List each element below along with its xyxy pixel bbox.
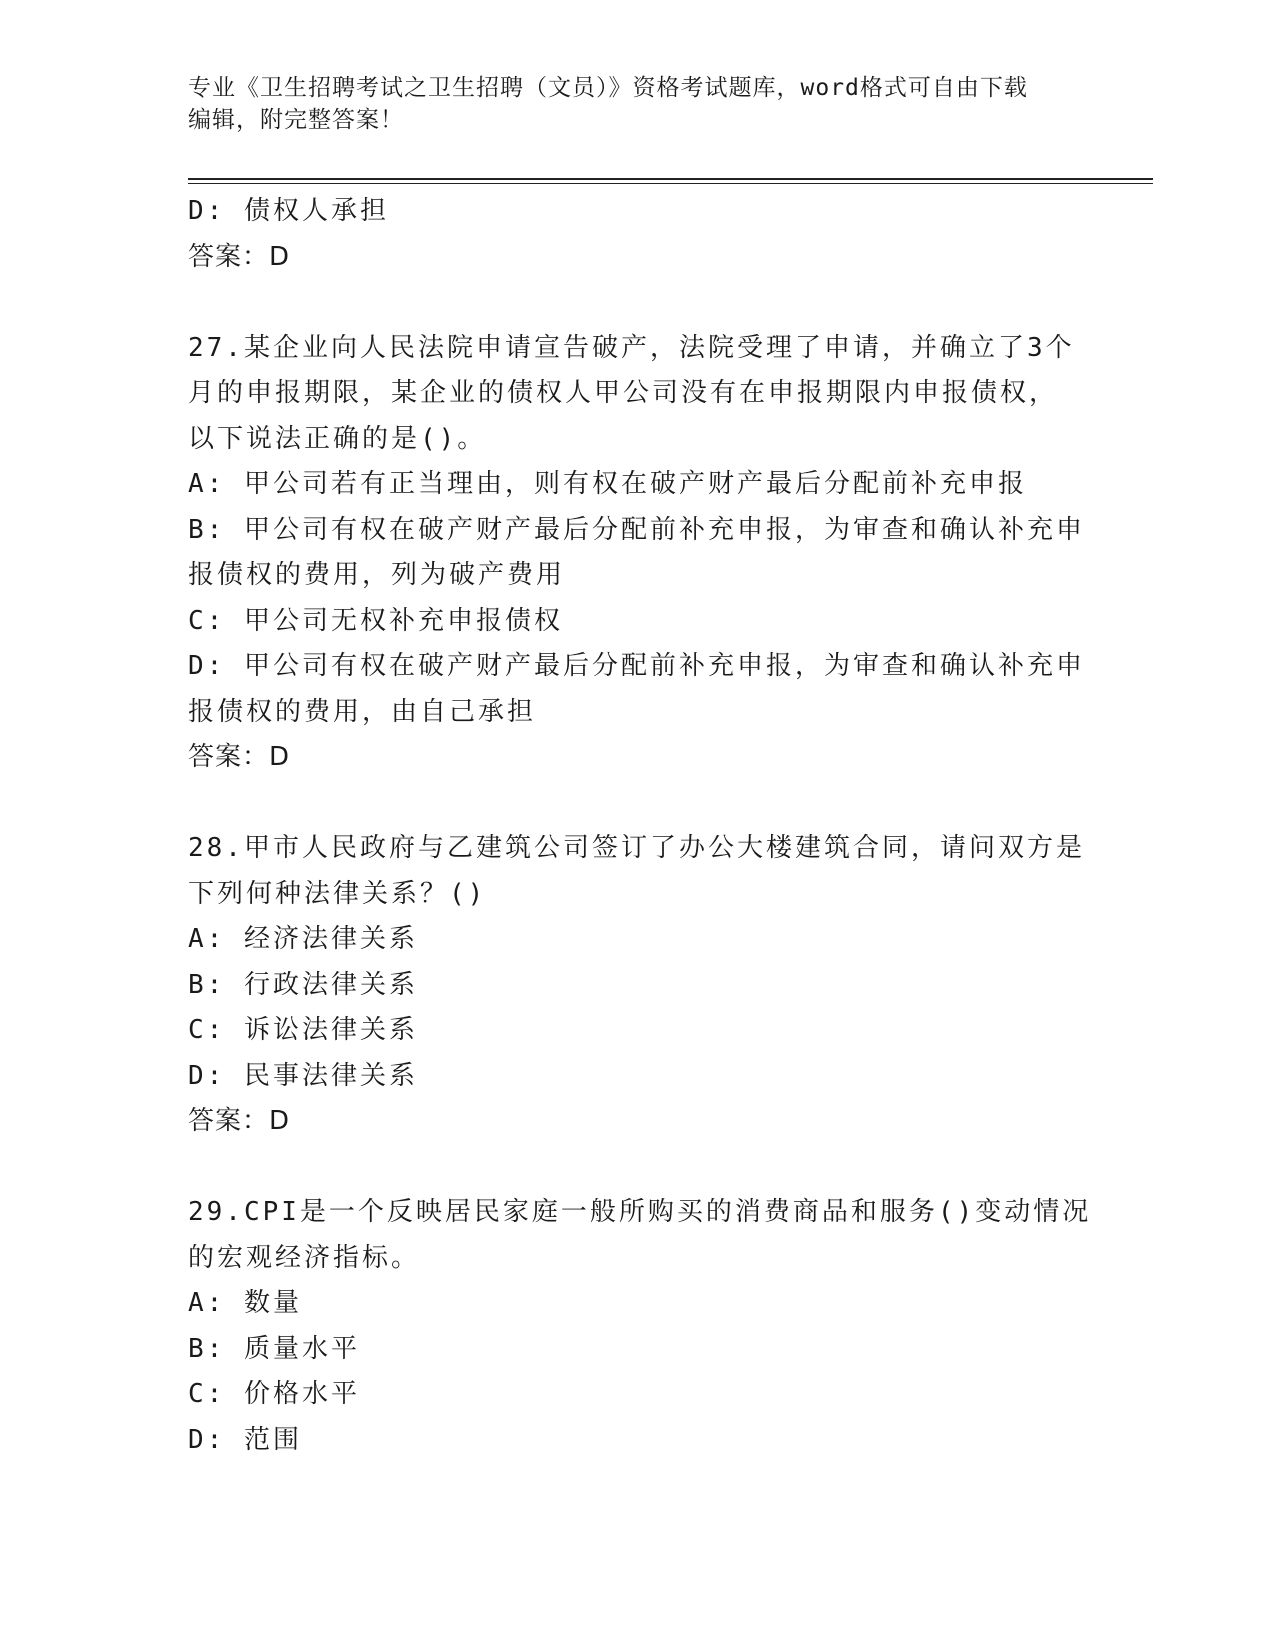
- question-stem: 下列何种法律关系？(): [188, 878, 487, 909]
- header-line-2: 编辑，附完整答案！: [188, 107, 404, 133]
- question-stem: 27.某企业向人民法院申请宣告破产，法院受理了申请，并确立了3个: [188, 332, 1075, 363]
- document-body: [188, 189, 1092, 1463]
- question-28: [188, 826, 1088, 1145]
- header-line-1: 专业《卫生招聘考试之卫生招聘（文员）》资格考试题库，word格式可自由下载: [188, 75, 1028, 101]
- question-stem: 月的申报期限，某企业的债权人甲公司没有在申报期限内申报债权，: [188, 378, 1059, 408]
- question-stem: 29.CPI是一个反映居民家庭一般所购买的消费商品和服务()变动情况: [188, 1197, 1092, 1227]
- option-d: D: 甲公司有权在破产财产最后分配前补充申报，为审查和确认补充申: [188, 651, 1085, 681]
- option-d-continued: 报债权的费用，由自己承担: [188, 696, 537, 727]
- spacer: [188, 781, 1088, 827]
- option-c: C: 甲公司无权补充申报债权: [188, 605, 563, 636]
- spacer: [188, 1145, 1088, 1191]
- option-d: D: 债权人承担: [188, 196, 389, 226]
- question-stem: 的宏观经济指标。: [188, 1242, 421, 1273]
- option-a: A: 数量: [188, 1288, 302, 1318]
- answer-label: 答案：D: [188, 1106, 291, 1136]
- question-27: [188, 326, 1088, 781]
- header-divider: [188, 178, 1153, 180]
- question-stem: 28.甲市人民政府与乙建筑公司签订了办公大楼建筑合同，请问双方是: [188, 833, 1085, 863]
- option-a: A: 甲公司若有正当理由，则有权在破产财产最后分配前补充申报: [188, 469, 1027, 499]
- option-b: B: 质量水平: [188, 1333, 360, 1364]
- option-c: C: 价格水平: [188, 1379, 360, 1409]
- question-29: [188, 1190, 1092, 1463]
- spacer: [188, 280, 1088, 326]
- option-b: B: 甲公司有权在破产财产最后分配前补充申报，为审查和确认补充申: [188, 514, 1085, 545]
- answer-label: 答案：D: [188, 241, 291, 272]
- option-d: D: 范围: [188, 1424, 302, 1455]
- answer-label: 答案：D: [188, 742, 291, 772]
- question-stem: 以下说法正确的是()。: [188, 423, 487, 454]
- option-b-continued: 报债权的费用，列为破产费用: [188, 560, 566, 590]
- page-header: [188, 72, 1088, 136]
- option-a: A: 经济法律关系: [188, 924, 418, 954]
- previous-question-tail: [188, 189, 1088, 280]
- option-d: D: 民事法律关系: [188, 1060, 418, 1091]
- option-b: B: 行政法律关系: [188, 969, 418, 1000]
- header-divider-thin: [188, 183, 1153, 184]
- option-c: C: 诉讼法律关系: [188, 1015, 418, 1045]
